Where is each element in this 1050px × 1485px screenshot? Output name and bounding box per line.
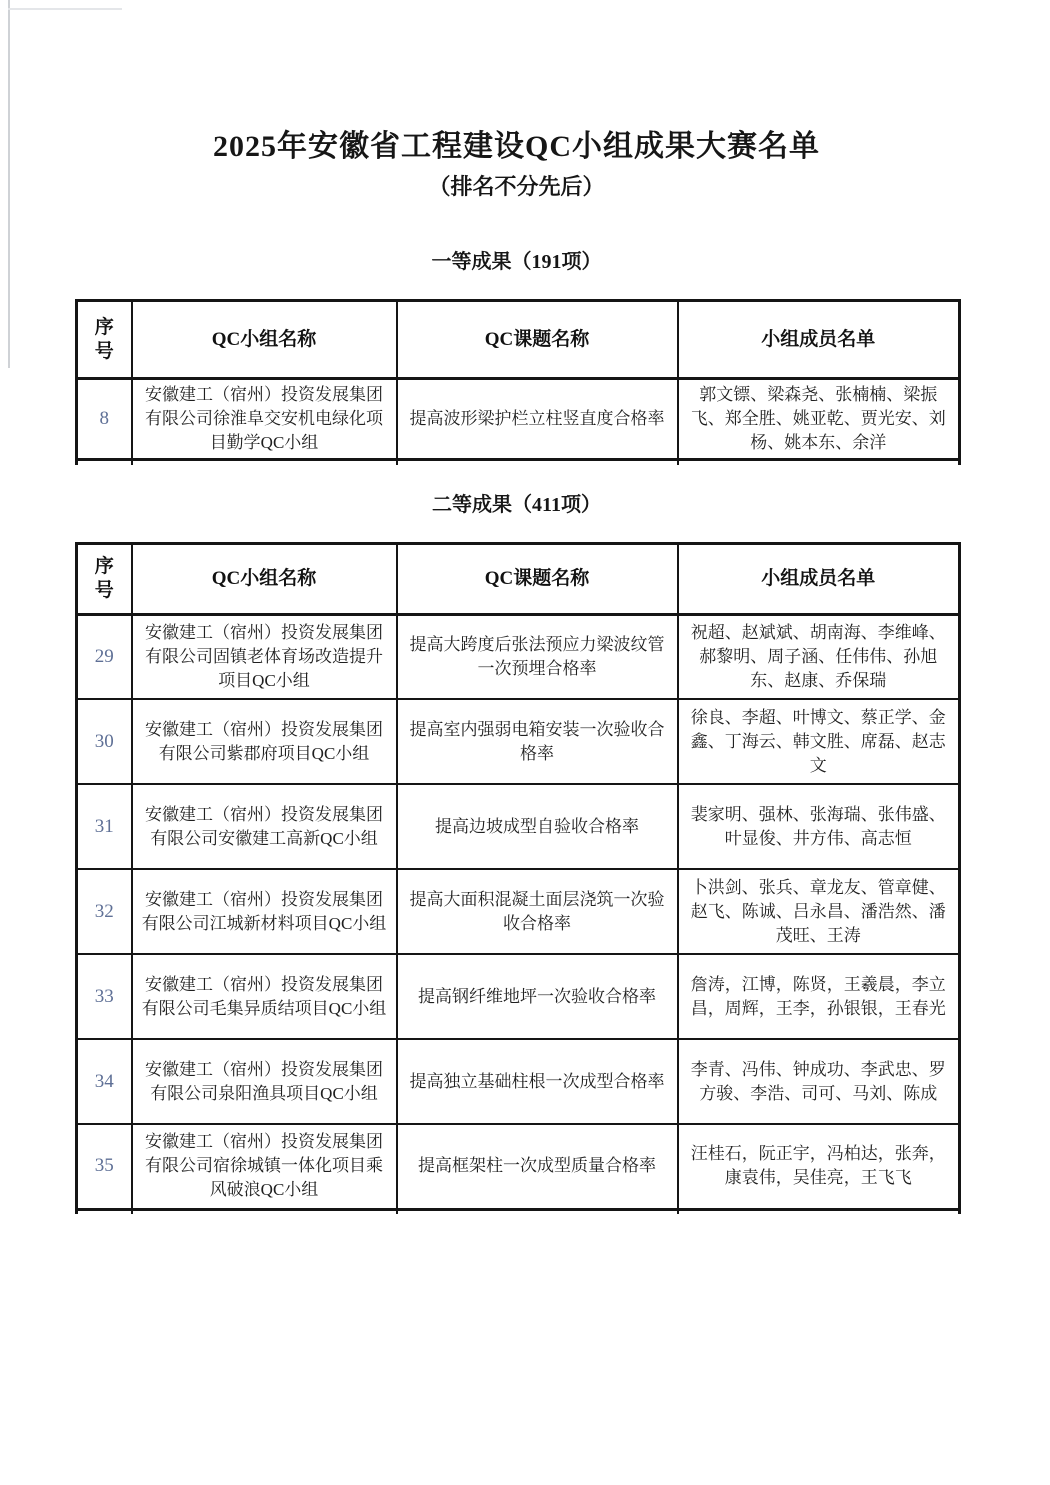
cell-topic: 提高大跨度后张法预应力梁波纹管一次预埋合格率 [397,614,678,699]
column-header: 序号 [77,543,132,614]
column-header: QC小组名称 [132,301,397,379]
cell-group: 安徽建工（宿州）投资发展集团有限公司固镇老体育场改造提升项目QC小组 [132,614,397,699]
cell-no: 34 [77,1039,132,1124]
cell-no: 29 [77,614,132,699]
cell-group: 安徽建工（宿州）投资发展集团有限公司毛集异质结项目QC小组 [132,954,397,1039]
cutoff-row [77,1209,960,1214]
cutoff-row [77,460,960,465]
cell-group: 安徽建工（宿州）投资发展集团有限公司江城新材料项目QC小组 [132,869,397,954]
cell-no: 30 [77,699,132,784]
table-header-row [77,301,960,379]
page-edge-line-horizontal [8,8,122,10]
cell-no: 31 [77,784,132,869]
document-body [75,128,958,1214]
column-header: 序号 [77,301,132,379]
second-prize-table [75,542,961,1215]
table-row [77,614,960,699]
page-subtitle: （排名不分先后） [428,174,605,199]
cell-topic: 提高钢纤维地坪一次验收合格率 [397,954,678,1039]
section-second-prize [75,491,958,1215]
column-header: 小组成员名单 [678,301,960,379]
cell-group: 安徽建工（宿州）投资发展集团有限公司安徽建工高新QC小组 [132,784,397,869]
table-row [77,1124,960,1209]
column-header: 小组成员名单 [678,543,960,614]
cell-group: 安徽建工（宿州）投资发展集团有限公司紫郡府项目QC小组 [132,699,397,784]
table-row [77,1039,960,1124]
cell-group: 安徽建工（宿州）投资发展集团有限公司宿徐城镇一体化项目乘风破浪QC小组 [132,1124,397,1209]
cell-group: 安徽建工（宿州）投资发展集团有限公司泉阳渔具项目QC小组 [132,1039,397,1124]
cell-no: 33 [77,954,132,1039]
cell-members: 徐良、李超、叶博文、蔡正学、金鑫、丁海云、韩文胜、席磊、赵志文 [678,699,960,784]
section-first-prize [75,248,958,465]
table-row [77,699,960,784]
page-title: 2025年安徽省工程建设QC小组成果大赛名单 [213,130,820,163]
cell-topic: 提高大面积混凝土面层浇筑一次验收合格率 [397,869,678,954]
first-prize-table [75,299,961,465]
cell-members: 郭文镖、梁森尧、张楠楠、梁振飞、郑全胜、姚亚乾、贾光安、刘杨、姚本东、余洋 [678,379,960,460]
cell-topic: 提高室内强弱电箱安装一次验收合格率 [397,699,678,784]
cell-members: 祝超、赵斌斌、胡南海、李维峰、郝黎明、周子涵、任伟伟、孙旭东、赵康、乔保瑞 [678,614,960,699]
cell-no: 32 [77,869,132,954]
table-row [77,869,960,954]
cell-topic: 提高波形梁护栏立柱竖直度合格率 [397,379,678,460]
table-row [77,954,960,1039]
section-heading: 二等成果（411项） [432,493,601,516]
cell-topic: 提高边坡成型自验收合格率 [397,784,678,869]
cell-members: 汪桂石，阮正宇，冯柏达，张奔，康袁伟，吴佳亮，王飞飞 [678,1124,960,1209]
section-heading: 一等成果（191项） [431,251,602,273]
cell-no: 8 [77,379,132,460]
page-edge-line-vertical [8,0,10,368]
cell-group: 安徽建工（宿州）投资发展集团有限公司徐淮阜交安机电绿化项目勤学QC小组 [132,379,397,460]
column-header: QC课题名称 [397,543,678,614]
cell-members: 卜洪剑、张兵、章龙友、管章健、赵飞、陈诚、吕永昌、潘浩然、潘茂旺、王涛 [678,869,960,954]
cell-members: 裴家明、强林、张海瑞、张伟盛、叶显俊、井方伟、高志恒 [678,784,960,869]
table-row [77,379,960,460]
column-header: QC课题名称 [397,301,678,379]
column-header: QC小组名称 [132,543,397,614]
cell-no: 35 [77,1124,132,1209]
table-header-row [77,543,960,614]
cell-topic: 提高框架柱一次成型质量合格率 [397,1124,678,1209]
cell-members: 李青、冯伟、钟成功、李武忠、罗方骏、李浩、司可、马刘、陈成 [678,1039,960,1124]
cell-topic: 提高独立基础柱根一次成型合格率 [397,1039,678,1124]
cell-members: 詹涛，江博，陈贤，王羲晨，李立昌，周辉，王李，孙银银，王春光 [678,954,960,1039]
table-row [77,784,960,869]
